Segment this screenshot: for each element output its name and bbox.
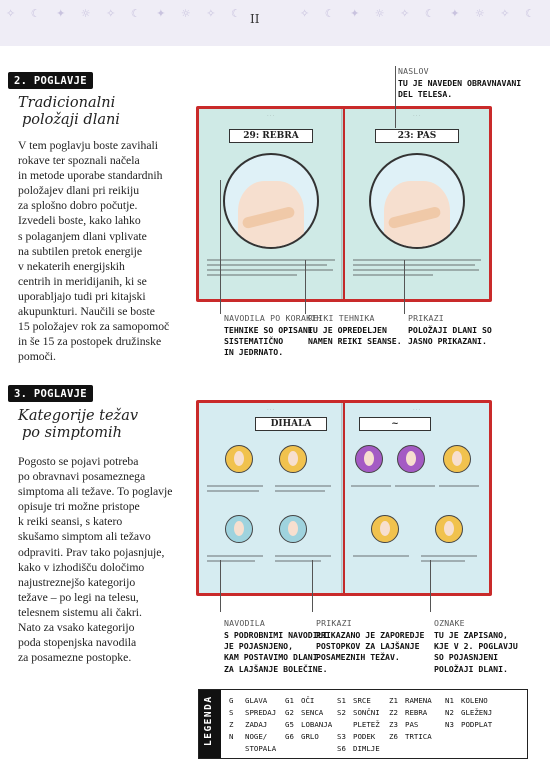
page-banner: ~ xyxy=(359,417,431,431)
callout-line: IN JEDRNATO. xyxy=(224,347,284,358)
callout-prikazi2-text xyxy=(316,630,424,664)
callout-prikazi-label: PRIKAZI xyxy=(408,313,444,323)
callout-reiki-text xyxy=(308,325,402,347)
legend-code: S1 xyxy=(337,696,346,705)
legend-item xyxy=(389,719,432,731)
legend-code: G5 xyxy=(285,720,294,729)
text-line xyxy=(207,269,333,271)
body-line: po obravnavi posameznega xyxy=(18,470,146,484)
body-line: za posamezne postopke. xyxy=(18,651,132,665)
body-line: Nato za vsako kategorijo xyxy=(18,621,135,635)
callout-navodila2-label: NAVODILA xyxy=(224,618,266,628)
page-banner: DIHALA xyxy=(255,417,327,431)
legend-title: LEGENDA xyxy=(203,695,214,746)
body-line: in metode uporabe standardnih xyxy=(18,169,163,183)
body-line: poda stopenjska navodila xyxy=(18,636,137,650)
legend-code: S6 xyxy=(337,744,346,753)
callout-line: POSAMEZNIH TEŽAV. xyxy=(316,652,400,663)
illustration-thumb xyxy=(443,445,471,473)
callout-line: ZA LAJŠANJE BOLEČINE. xyxy=(224,663,328,674)
body-line: položajev dlani pri reikiju xyxy=(18,184,140,198)
text-line xyxy=(353,259,481,261)
legend-name: RAMENA xyxy=(405,696,432,705)
callout-line: PRIKAZANO JE ZAPOREDJE xyxy=(316,630,425,640)
callout-line: POLOŽAJI DLANI. xyxy=(434,663,508,674)
legend-code: S xyxy=(229,708,234,717)
legend-column xyxy=(389,695,432,743)
hand-position-illustration xyxy=(369,153,465,249)
callout-line: KJE V 2. POGLAVJU xyxy=(434,641,518,652)
legend-item xyxy=(389,731,432,743)
legend-item xyxy=(229,707,276,719)
legend-item xyxy=(445,695,492,707)
body-line: Pogosto se pojavi potreba xyxy=(18,455,139,468)
callout-line: KAM POSTAVIMO DLANI xyxy=(224,652,318,663)
body-line: uporabljajo tudi pri kitajski xyxy=(18,289,146,303)
legend-code: S3 xyxy=(337,732,346,741)
legend-name: LOBANJA xyxy=(301,720,333,729)
legend-item xyxy=(337,743,380,755)
legend-name: NOGE/ xyxy=(245,732,268,741)
page-number: II xyxy=(250,12,260,26)
callout-prikazi2-label: PRIKAZI xyxy=(316,618,352,628)
thumb-face xyxy=(406,451,416,467)
legend-item xyxy=(285,695,332,707)
body-line: pomoči. xyxy=(18,350,56,364)
body-line: simptoma ali težave. To poglavje xyxy=(18,485,173,499)
callout-line: TU JE ZAPISANO, xyxy=(434,630,508,640)
body-line: najustreznejšo kategorijo xyxy=(18,575,136,589)
legend-item xyxy=(445,707,492,719)
legend-column xyxy=(445,695,492,731)
legend-item xyxy=(337,695,380,707)
callout-line: NAMEN REIKI SEANSE. xyxy=(308,336,402,347)
legend-column xyxy=(337,695,380,755)
callout-pointer xyxy=(305,260,306,314)
text-line xyxy=(353,264,475,266)
page-banner: 23: PAS xyxy=(375,129,459,143)
legend-code: Z2 xyxy=(389,708,398,717)
body-line: centrih in meridijanih, ki se xyxy=(18,274,147,288)
text-line xyxy=(207,555,263,557)
thumb-face xyxy=(380,521,390,537)
legend-code: Z xyxy=(229,720,234,729)
text-line xyxy=(207,490,259,492)
text-line xyxy=(207,259,335,261)
page-header: · · · xyxy=(267,113,275,118)
chapter-3-chip: 3. POGLAVJE xyxy=(8,385,93,402)
callout-line: TU JE NAVEDEN OBRAVNAVANI xyxy=(398,78,522,88)
callout-line: SO POJASNJENI xyxy=(434,652,499,663)
legend-code: G xyxy=(229,696,234,705)
body-line: 15 položajev rok za samopomoč xyxy=(18,320,170,334)
page-header: · · · xyxy=(413,407,421,412)
callout-naslov-label: NASLOV xyxy=(398,66,429,76)
chapter-3-body xyxy=(18,454,198,665)
legend-code: Z1 xyxy=(389,696,398,705)
legend-code: N2 xyxy=(445,708,454,717)
legend-item xyxy=(389,707,432,719)
legend-item xyxy=(337,707,380,719)
callout-pointer xyxy=(404,260,405,314)
legend-name: KOLENO xyxy=(461,696,488,705)
callout-pointer xyxy=(312,560,313,612)
text-line xyxy=(275,560,321,562)
text-line xyxy=(207,560,255,562)
callout-reiki-label: REIKI TEHNIKA xyxy=(308,313,375,323)
legend-name: STOPALA xyxy=(245,744,277,753)
text-line xyxy=(421,560,465,562)
body-line: Izvedeli boste, kako lahko xyxy=(18,214,141,228)
text-line xyxy=(353,555,409,557)
legend-item xyxy=(285,707,332,719)
illustration-thumb xyxy=(225,515,253,543)
legend-name: TRTICA xyxy=(405,732,432,741)
book-page-right xyxy=(345,109,489,299)
body-line: k reiki seansi, s katero xyxy=(18,515,123,529)
legend-column xyxy=(229,695,276,755)
text-line xyxy=(353,274,433,276)
body-line: v nekaterih energijskih xyxy=(18,259,125,273)
illustration-thumb xyxy=(371,515,399,543)
callout-prikazi-text xyxy=(408,325,492,347)
body-line: za splošno dobro počutje. xyxy=(18,199,138,213)
legend-code: Z3 xyxy=(389,720,398,729)
text-line xyxy=(421,555,477,557)
text-line xyxy=(275,485,331,487)
legend-name: DIMLJE xyxy=(353,744,380,753)
top-decorative-band xyxy=(0,0,550,46)
chapter-3-subtitle xyxy=(18,408,138,442)
legend-item xyxy=(389,695,432,707)
book-spread-respiratory xyxy=(196,400,492,596)
text-line xyxy=(275,555,331,557)
callout-navodila2-text xyxy=(224,630,328,675)
thumb-face xyxy=(288,451,298,467)
body-line: s polaganjem dlani vplivate xyxy=(18,229,147,243)
callout-line: S PODROBNIMI NAVODILI xyxy=(224,630,328,640)
legend-code: Z6 xyxy=(389,732,398,741)
subtitle-line: po simptomih xyxy=(22,425,123,441)
legend-item xyxy=(285,731,332,743)
callout-pointer xyxy=(395,66,396,128)
legend-name: OČI xyxy=(301,696,315,705)
subtitle-line: Kategorije težav xyxy=(18,408,139,424)
text-line xyxy=(207,264,327,266)
text-line xyxy=(439,485,479,487)
decorative-pattern: ✧ ☾ ✦ ☼ ✧ ☾ ✦ ☼ ✧ ☾ xyxy=(6,7,247,20)
legend-name: PAS xyxy=(405,720,419,729)
page-header: · · · xyxy=(413,113,421,118)
legend-code: G1 xyxy=(285,696,294,705)
legend-code: N1 xyxy=(445,696,454,705)
callout-naslov-text xyxy=(398,78,521,100)
legend-item xyxy=(285,719,332,731)
body-line: opisuje tri možne pristope xyxy=(18,500,140,514)
legend-code: S2 xyxy=(337,708,346,717)
legend-item xyxy=(229,743,276,755)
page-banner: 29: REBRA xyxy=(229,129,313,143)
illustration-thumb xyxy=(397,445,425,473)
text-line xyxy=(353,269,479,271)
text-line xyxy=(275,490,325,492)
legend-name: GLEŽENJ xyxy=(461,708,493,717)
thumb-face xyxy=(234,451,244,467)
illustration-thumb xyxy=(225,445,253,473)
legend-name: PODEK xyxy=(353,732,376,741)
legend-name: ZADAJ xyxy=(245,720,268,729)
thumb-face xyxy=(452,451,462,467)
body-line: rokave ter spoznali načela xyxy=(18,154,140,168)
thumb-face xyxy=(288,521,298,537)
legend-code: N xyxy=(229,732,234,741)
callout-pointer xyxy=(220,560,221,612)
hand-position-illustration xyxy=(223,153,319,249)
callout-line: JE POJASNJENO, xyxy=(224,641,294,652)
illustration-thumb xyxy=(279,445,307,473)
text-line xyxy=(207,485,263,487)
chapter-2-body xyxy=(18,138,188,364)
legend-name: SRCE xyxy=(353,696,371,705)
callout-line: POLOŽAJI DLANI SO xyxy=(408,325,492,335)
illustration-thumb xyxy=(355,445,383,473)
callout-pointer xyxy=(430,560,431,612)
body-line: skušamo simptom ali težavo xyxy=(18,530,151,544)
chapter-2-chip: 2. POGLAVJE xyxy=(8,72,93,89)
body-line: V tem poglavju boste zavihali xyxy=(18,139,159,152)
chapter-2-subtitle xyxy=(18,95,120,129)
callout-line: TU JE OPREDELJEN xyxy=(308,325,387,335)
thumb-face xyxy=(364,451,374,467)
legend-name: GLAVA xyxy=(245,696,268,705)
thumb-face xyxy=(444,521,454,537)
legend-tab xyxy=(199,690,221,758)
legend-column xyxy=(285,695,332,743)
legend-item xyxy=(229,695,276,707)
callout-line: JASNO PRIKAZANI. xyxy=(408,336,487,347)
decorative-pattern: ✧ ☾ ✦ ☼ ✧ ☾ ✦ ☼ ✧ ☾ xyxy=(300,7,541,20)
page-header: · · · xyxy=(267,407,275,412)
legend-name: SONČNI xyxy=(353,708,380,717)
callout-line: SISTEMATIČNO xyxy=(224,336,284,347)
legend-name: SENCA xyxy=(301,708,324,717)
book-page-right xyxy=(345,403,489,593)
callout-navodila-text xyxy=(224,325,313,359)
legend-name: GRLO xyxy=(301,732,319,741)
subtitle-line: položaji dlani xyxy=(22,112,120,128)
body-line: na subtilen pretok energije xyxy=(18,244,143,258)
legend-box xyxy=(198,689,528,759)
legend-name: REBRA xyxy=(405,708,428,717)
legend-item xyxy=(337,719,380,731)
subtitle-line: Tradicionalni xyxy=(18,95,116,111)
body-line: akupunkturi. Naučili se boste xyxy=(18,305,155,319)
legend-code: G6 xyxy=(285,732,294,741)
body-line: in še 15 za postopek družinske xyxy=(18,335,162,349)
text-line xyxy=(395,485,435,487)
legend-item xyxy=(229,719,276,731)
legend-item xyxy=(229,731,276,743)
body-line: kako v izhodišču določimo xyxy=(18,560,145,574)
legend-code: G2 xyxy=(285,708,294,717)
legend-item xyxy=(445,719,492,731)
callout-pointer xyxy=(220,180,221,314)
legend-name: PLETEŽ xyxy=(353,720,380,729)
body-line: odpraviti. Prav tako pojasnjuje, xyxy=(18,545,165,559)
callout-line: DEL TELESA. xyxy=(398,89,453,100)
callout-line: POSTOPKOV ZA LAJŠANJE xyxy=(316,641,420,652)
body-line: težave – po legi na telesu, xyxy=(18,590,139,604)
legend-name: PODPLAT xyxy=(461,720,493,729)
callout-line: TEHNIKE SO OPISANE xyxy=(224,325,313,335)
body-line: telesnem sistemu ali čakri. xyxy=(18,605,142,619)
thumb-face xyxy=(234,521,244,537)
illustration-thumb xyxy=(279,515,307,543)
callout-navodila-label: NAVODILA PO KORAKIH xyxy=(224,313,322,323)
text-line xyxy=(351,485,391,487)
legend-code: N3 xyxy=(445,720,454,729)
legend-name: SPREDAJ xyxy=(245,708,277,717)
legend-item xyxy=(337,731,380,743)
book-spread-ribs-waist xyxy=(196,106,492,302)
illustration-thumb xyxy=(435,515,463,543)
callout-oznake-label: OZNAKE xyxy=(434,618,465,628)
callout-oznake-text xyxy=(434,630,518,675)
